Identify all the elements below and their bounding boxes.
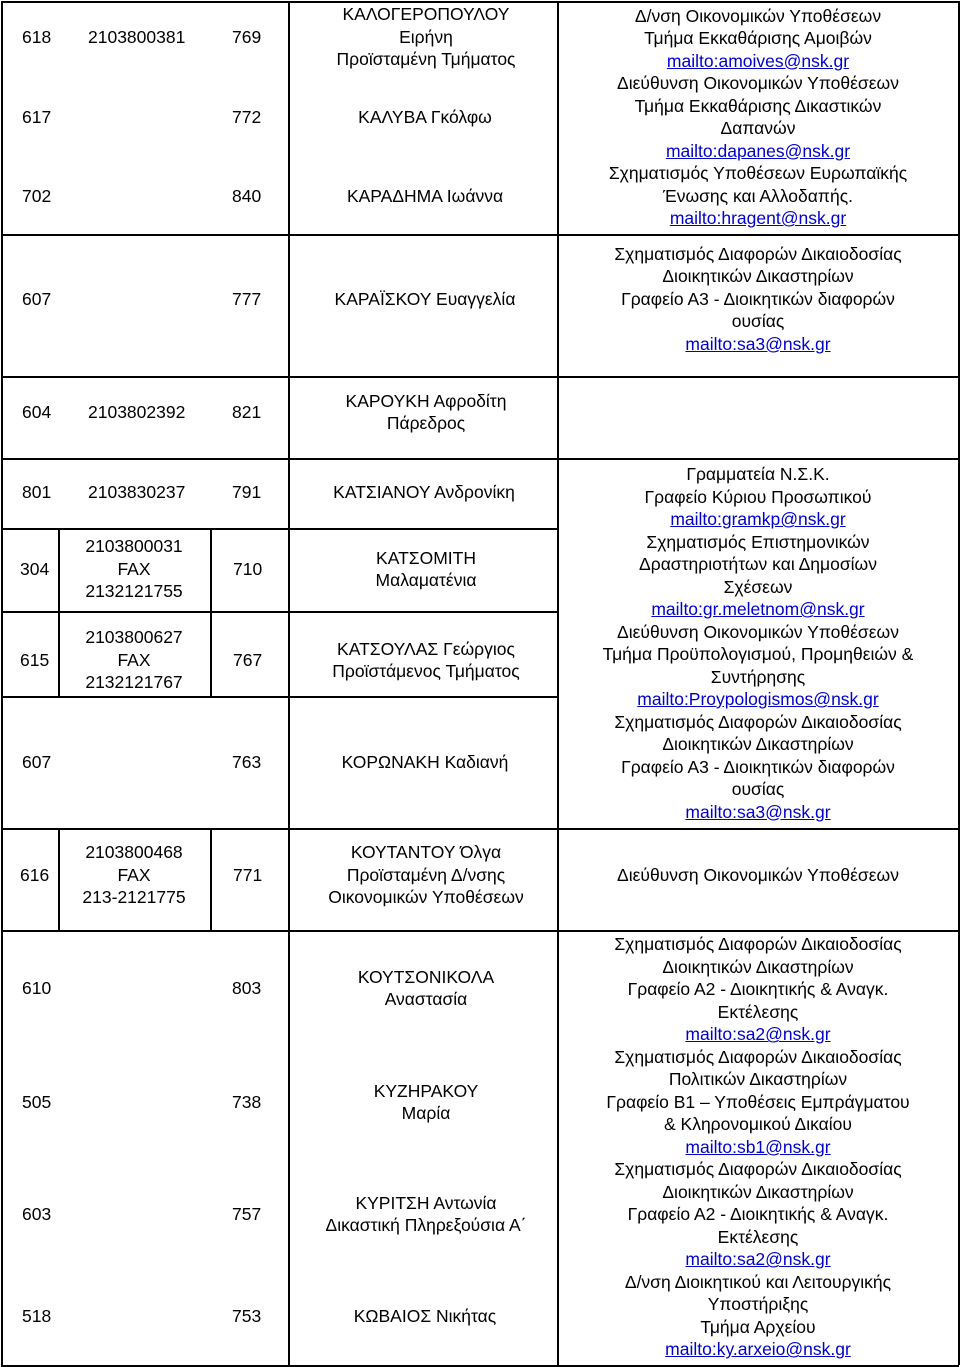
person-name xyxy=(354,1305,496,1328)
department-line: Ένωσης και Αλλοδαπής. xyxy=(662,185,853,206)
title-line: Μαλαματένια xyxy=(375,570,477,590)
person-name xyxy=(347,185,503,208)
department-line: Γραμματεία Ν.Σ.Κ. xyxy=(686,464,830,484)
column-divider xyxy=(210,828,212,930)
department-info xyxy=(617,864,899,887)
department-line: Γραφείο Α3 - Διοικητικών διαφορών xyxy=(621,288,895,309)
email-link[interactable]: mailto:amoives@nsk.gr xyxy=(666,50,850,71)
department-line: Διοικητικών Δικαστηρίων xyxy=(662,956,854,977)
surname-line: ΚΑΛΥΒΑ Γκόλφω xyxy=(358,106,492,127)
email-link[interactable]: mailto:sa3@nsk.gr xyxy=(685,801,831,822)
phone-number: 2103800031 xyxy=(85,536,183,557)
row-divider xyxy=(1,528,557,530)
office-number: 607 xyxy=(22,288,52,309)
row-divider xyxy=(1,930,959,932)
office-number: 604 xyxy=(22,401,52,422)
person-name xyxy=(358,106,492,129)
phone-number: 2103800468 xyxy=(85,842,183,863)
department-line: Διοικητικών Δικαστηρίων xyxy=(662,266,854,287)
department-line: ουσίας xyxy=(731,311,785,332)
surname-line: ΚΥΖΗΡΑΚΟΥ xyxy=(373,1080,479,1101)
email-link[interactable]: mailto:hragent@nsk.gr xyxy=(669,208,847,228)
phone-number: 2103800381 xyxy=(88,26,186,47)
department-line: Τμήμα Εκκαθάρισης Δικαστικών xyxy=(634,95,882,116)
department-line: & Κληρονομικού Δικαίου xyxy=(663,1114,852,1135)
office-number: 615 xyxy=(20,649,50,670)
department-line: Υποστήριξης xyxy=(707,1294,809,1315)
surname-line: ΚΑΤΣΙΑΝΟΥ Ανδρονίκη xyxy=(333,481,515,502)
title-line: Δικαστική Πληρεξούσια Α΄ xyxy=(325,1215,527,1235)
extension-number: 791 xyxy=(232,481,262,502)
email-link[interactable]: mailto:dapanes@nsk.gr xyxy=(665,140,851,161)
surname-line: ΚΑΤΣΟΥΛΑΣ Γεώργιος xyxy=(337,638,515,659)
office-number: 617 xyxy=(22,106,52,127)
surname-line: ΚΑΤΣΟΜΙΤΗ xyxy=(376,547,476,568)
phone-number: 2103802392 xyxy=(88,401,186,422)
office-number: 610 xyxy=(22,977,52,998)
department-line: Τμήμα Εκκαθάρισης Αμοιβών xyxy=(644,28,872,48)
office-number: 518 xyxy=(22,1305,52,1326)
department-line: Διοικητικών Δικαστηρίων xyxy=(662,1181,854,1202)
department-line: Γραφείο Α2 - Διοικητικής & Αναγκ. xyxy=(627,1204,889,1225)
title-line: Προϊσταμένη Τμήματος xyxy=(336,49,516,70)
surname-line: ΚΟΡΩΝΑΚΗ Καδιανή xyxy=(341,751,509,772)
department-line: Διοικητικών Δικαστηρίων xyxy=(662,734,854,754)
department-info xyxy=(614,243,901,356)
extension-number: 772 xyxy=(232,106,262,127)
person-name xyxy=(337,3,516,71)
email-link[interactable]: mailto:Proypologismos@nsk.gr xyxy=(637,689,879,709)
title-line: Οικονομικών Υποθέσεων xyxy=(328,887,524,908)
email-link[interactable]: mailto:ky.arxeio@nsk.gr xyxy=(665,1339,851,1360)
office-number: 801 xyxy=(22,481,52,502)
row-divider xyxy=(1,611,557,613)
person-name xyxy=(328,841,524,909)
department-line: Σχηματισμός Επιστημονικών xyxy=(646,531,870,552)
person-name xyxy=(335,288,516,311)
surname-line: ΚΟΥΤΣΟΝΙΚΟΛΑ xyxy=(357,966,495,987)
department-line: Διεύθυνση Οικονομικών Υποθέσεων xyxy=(617,73,899,93)
department-line: Πολιτικών Δικαστηρίων xyxy=(668,1069,848,1090)
extension-number: 757 xyxy=(232,1203,262,1224)
extension-number: 767 xyxy=(233,649,263,670)
department-info xyxy=(606,933,909,1361)
department-line: Σχηματισμός Διαφορών Δικαιοδοσίας xyxy=(614,243,902,264)
office-number: 616 xyxy=(20,864,50,885)
department-line: Γραφείο Α2 - Διοικητικής & Αναγκ. xyxy=(627,979,889,1000)
title-line: Πάρεδρος xyxy=(386,413,466,433)
title-line: Προϊστάμενος Τμήματος xyxy=(332,661,520,681)
row-divider xyxy=(1,828,959,830)
office-number: 607 xyxy=(22,751,52,772)
table-border-right xyxy=(958,1,960,1365)
person-name xyxy=(342,751,509,774)
person-name xyxy=(333,481,515,504)
row-divider xyxy=(1,376,959,378)
office-number: 304 xyxy=(20,558,50,579)
phone-number: 2132121755 xyxy=(85,581,183,602)
extension-number: 777 xyxy=(232,288,262,309)
office-number: 618 xyxy=(22,26,52,47)
department-line: Γραφείο Β1 – Υποθέσεις Εμπράγματου xyxy=(606,1091,910,1112)
surname-line: ΚΟΥΤΑΝΤΟΥ Όλγα xyxy=(350,842,502,863)
department-line: Σχηματισμός Υποθέσεων Ευρωπαϊκής xyxy=(608,163,908,183)
department-line: Τμήμα Προϋπολογισμού, Προμηθειών & xyxy=(602,644,914,664)
department-line: Τμήμα Αρχείου xyxy=(700,1316,816,1337)
fax-label: FAX xyxy=(117,558,151,579)
email-link[interactable]: mailto:sa3@nsk.gr xyxy=(685,333,831,354)
title-line: Ειρήνη xyxy=(399,26,453,47)
column-divider xyxy=(58,828,60,930)
department-line: Εκτέλεσης xyxy=(717,1226,799,1247)
extension-number: 821 xyxy=(232,401,262,422)
department-line: Σχέσεων xyxy=(723,576,793,597)
department-line: Δαπανών xyxy=(720,118,796,138)
office-number: 702 xyxy=(22,185,52,206)
extension-number: 763 xyxy=(232,751,262,772)
title-line: Μαρία xyxy=(401,1103,451,1123)
surname-line: ΚΩΒΑΙΟΣ Νικήτας xyxy=(353,1305,497,1326)
person-name xyxy=(376,547,477,592)
fax-label: FAX xyxy=(117,864,151,885)
email-link[interactable]: mailto:sa2@nsk.gr xyxy=(685,1249,831,1270)
phone-number: 213-2121775 xyxy=(82,887,186,908)
extension-number: 753 xyxy=(232,1305,262,1326)
extension-number: 840 xyxy=(232,185,262,206)
extension-number: 738 xyxy=(232,1091,262,1112)
title-line: Προϊσταμένη Δ/νσης xyxy=(346,864,506,885)
phone-fax-block xyxy=(85,626,182,694)
office-number: 603 xyxy=(22,1203,52,1224)
office-number: 505 xyxy=(22,1091,52,1112)
department-line: Διεύθυνση Οικονομικών Υποθέσεων xyxy=(617,864,899,885)
department-line: Δ/νση Διοικητικού και Λειτουργικής xyxy=(624,1271,892,1292)
surname-line: ΚΑΡΑΪΣΚΟΥ Ευαγγελία xyxy=(334,288,516,309)
department-line: Γραφείο Α3 - Διοικητικών διαφορών xyxy=(621,756,895,777)
email-link[interactable]: mailto:gr.meletnom@nsk.gr xyxy=(651,599,865,619)
phone-fax-block xyxy=(82,841,185,909)
department-info xyxy=(603,463,914,823)
phone-fax-block xyxy=(85,535,182,603)
surname-line: ΚΥΡΙΤΣΗ Αντωνία xyxy=(355,1192,497,1213)
extension-number: 769 xyxy=(232,26,262,47)
person-name xyxy=(326,1192,527,1237)
email-link[interactable]: mailto:gramkp@nsk.gr xyxy=(670,509,846,529)
department-line: Σχηματισμός Διαφορών Δικαιοδοσίας xyxy=(614,711,902,732)
extension-number: 710 xyxy=(233,558,263,579)
row-divider xyxy=(1,696,557,698)
title-line: Αναστασία xyxy=(384,989,468,1009)
department-line: Σχηματισμός Διαφορών Δικαιοδοσίας xyxy=(614,1046,902,1067)
department-line: Δραστηριοτήτων και Δημοσίων xyxy=(639,554,877,574)
person-name xyxy=(358,966,494,1011)
fax-label: FAX xyxy=(117,649,151,670)
person-name xyxy=(374,1080,479,1125)
phone-number: 2103830237 xyxy=(88,481,186,502)
department-line: Διεύθυνση Οικονομικών Υποθέσεων xyxy=(617,621,899,642)
person-name xyxy=(332,638,519,683)
row-divider xyxy=(1,458,959,460)
person-name xyxy=(346,390,507,435)
phone-number: 2132121767 xyxy=(85,672,183,693)
department-line: Εκτέλεσης xyxy=(717,1001,799,1022)
extension-number: 771 xyxy=(233,864,263,885)
department-line: Σχηματισμός Διαφορών Δικαιοδοσίας xyxy=(614,1159,902,1180)
column-divider xyxy=(557,1,559,1365)
department-info xyxy=(609,5,907,230)
surname-line: ΚΑΡΑΔΗΜΑ Ιωάννα xyxy=(346,185,504,206)
surname-line: ΚΑΡΟΥΚΗ Αφροδίτη xyxy=(345,390,507,411)
department-line: ουσίας xyxy=(731,779,785,799)
table-border-left xyxy=(1,1,3,1365)
department-line: Δ/νση Οικονομικών Υποθέσεων xyxy=(634,5,882,26)
extension-number: 803 xyxy=(232,977,262,998)
email-link[interactable]: mailto:sb1@nsk.gr xyxy=(685,1136,831,1157)
row-divider xyxy=(1,234,959,236)
department-line: Σχηματισμός Διαφορών Δικαιοδοσίας xyxy=(614,934,902,955)
phone-number: 2103800627 xyxy=(85,627,183,648)
email-link[interactable]: mailto:sa2@nsk.gr xyxy=(685,1024,831,1045)
column-divider xyxy=(288,1,290,1365)
department-line: Συντήρησης xyxy=(710,666,806,687)
surname-line: ΚΑΛΟΓΕΡΟΠΟΥΛΟΥ xyxy=(342,4,510,25)
department-line: Γραφείο Κύριου Προσωπικού xyxy=(644,486,872,507)
